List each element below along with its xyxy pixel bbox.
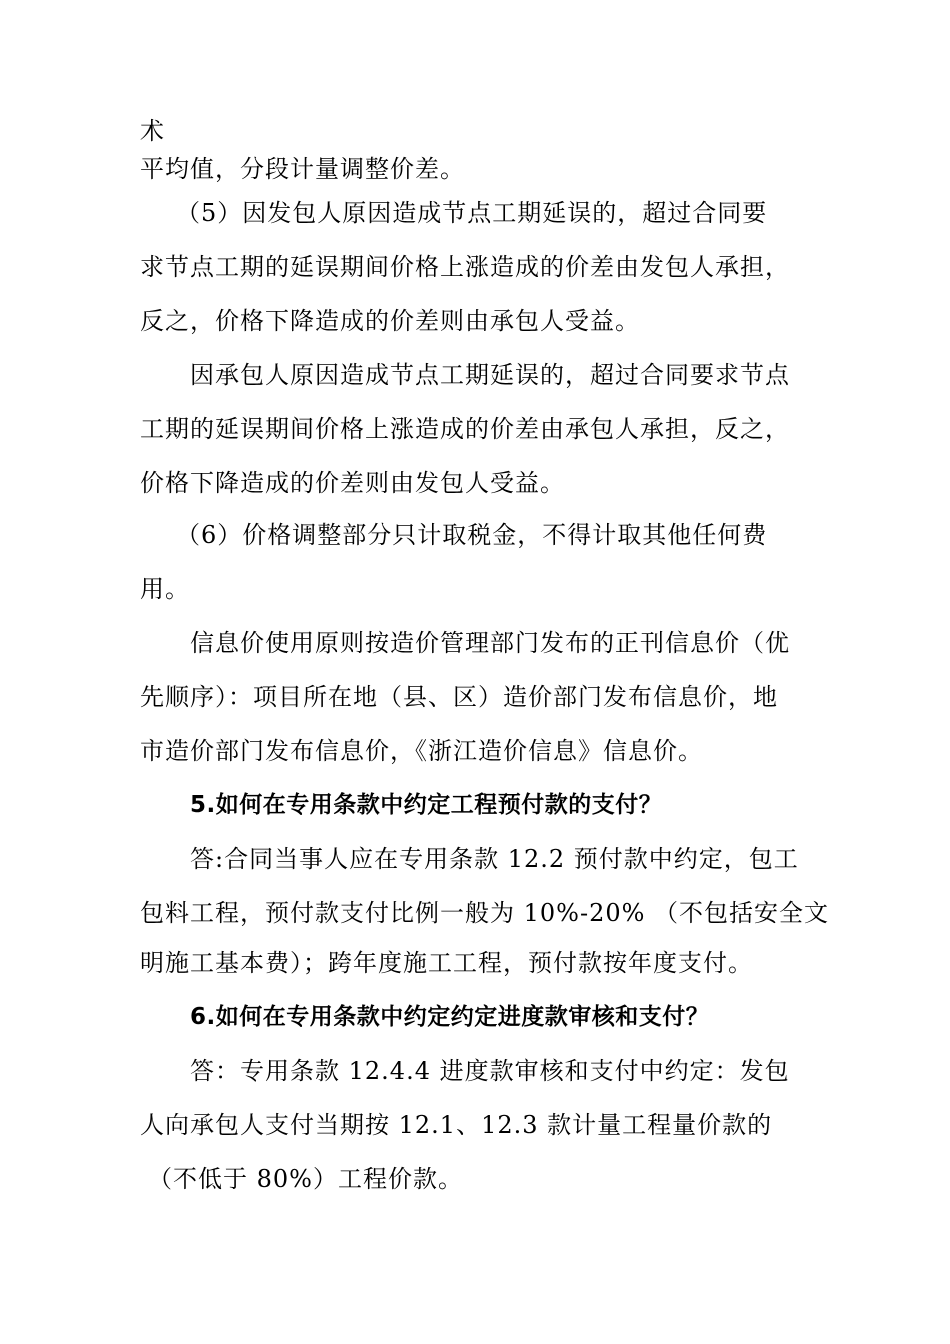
text-line: 答：专用条款 12.4.4 进度款审核和支付中约定：发包 [190, 1057, 790, 1085]
text-line: 先顺序）：项目所在地（县、区）造价部门发布信息价，地 [140, 683, 778, 711]
text-line: （不低于 80%）工程价款。 [148, 1165, 463, 1193]
text-line: 包料工程，预付款支付比例一般为 10%-20% （不包括安全文 [140, 899, 830, 927]
section-heading: 6.如何在专用条款中约定约定进度款审核和支付？ [190, 1004, 710, 1030]
text-line: 平均值，分段计量调整价差。 [140, 155, 465, 183]
text-line: 求节点工期的延误期间价格上涨造成的价差由发包人承担， [140, 253, 790, 281]
text-line: 答:合同当事人应在专用条款 12.2 预付款中约定，包工 [190, 845, 799, 873]
text-line: 市造价部门发布信息价，《浙江造价信息》信息价。 [140, 737, 703, 765]
text-line: 术 [140, 117, 165, 145]
text-line: 反之，价格下降造成的价差则由承包人受益。 [140, 307, 640, 335]
text-line: 人向承包人支付当期按 12.1、12.3 款计量工程量价款的 [140, 1111, 773, 1139]
text-line: 因承包人原因造成节点工期延误的，超过合同要求节点 [190, 361, 790, 389]
text-line: （5）因发包人原因造成节点工期延误的，超过合同要 [176, 199, 768, 227]
text-line: 明施工基本费）；跨年度施工工程，预付款按年度支付。 [140, 949, 753, 977]
section-heading: 5.如何在专用条款中约定工程预付款的支付？ [190, 792, 663, 818]
text-line: 工期的延误期间价格上涨造成的价差由承包人承担，反之， [140, 415, 790, 443]
text-line: （6）价格调整部分只计取税金，不得计取其他任何费 [176, 521, 768, 549]
text-line: 用。 [140, 575, 190, 603]
text-line: 价格下降造成的价差则由发包人受益。 [140, 469, 565, 497]
text-line: 信息价使用原则按造价管理部门发布的正刊信息价（优 [190, 629, 790, 657]
